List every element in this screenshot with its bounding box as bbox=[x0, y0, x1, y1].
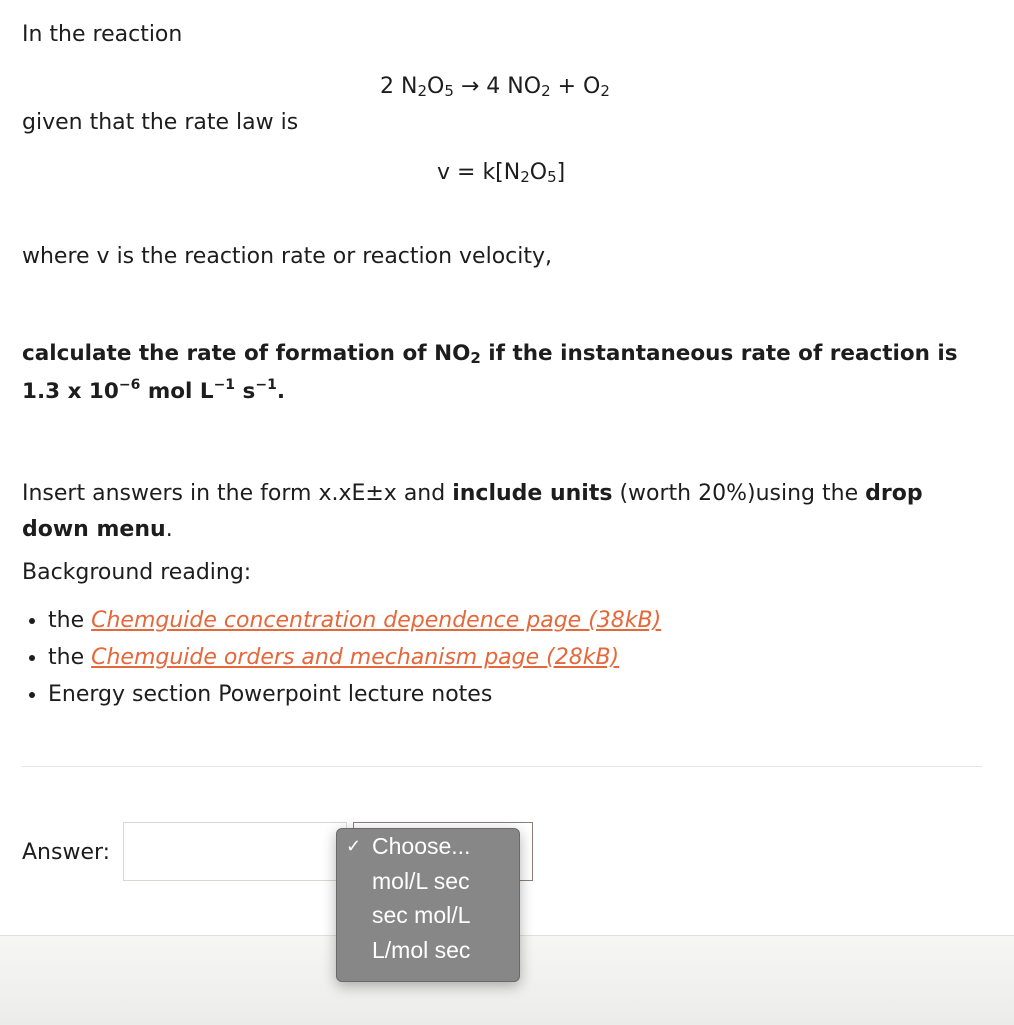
checkmark-icon: ✓ bbox=[346, 836, 362, 856]
reading-item: • the Chemguide concentration dependence page (38kB) bbox=[48, 602, 661, 639]
option-l-mol-sec[interactable]: L/mol sec bbox=[372, 936, 471, 963]
reaction-equation: 2 $N_2O_5 \to 4$ $NO_2 + O_2$ bbox=[380, 74, 610, 100]
instructions: Insert answers in the form x.xE±x and include units (worth 20%)using the drop down menu. bbox=[22, 481, 923, 542]
rate-law: $v = k[N_2O_5]$ bbox=[437, 160, 566, 186]
chemguide-concentration-link[interactable]: Chemguide concentration dependence page (38kB) bbox=[91, 608, 662, 633]
question-line2: 1.3 x $10^{-6}$ mol $L^{-1}$ $s^{-1}$. bbox=[22, 377, 285, 404]
option-choose[interactable]: ✓ Choose... bbox=[337, 829, 519, 864]
reading-item: • the Chemguide orders and mechanism page (28kB) bbox=[48, 639, 661, 676]
intro-text: In the reaction bbox=[22, 22, 183, 47]
answer-input[interactable] bbox=[123, 822, 347, 881]
option-mol-l-sec[interactable]: mol/L sec bbox=[372, 867, 470, 894]
reading-item: • Energy section Powerpoint lecture notes bbox=[48, 676, 661, 713]
option-sec-mol-l[interactable]: sec mol/L bbox=[372, 902, 471, 928]
where-text: where v is the reaction rate or reaction velocity, bbox=[22, 244, 553, 269]
reading-list bbox=[22, 602, 661, 713]
divider bbox=[22, 766, 982, 767]
given-text: given that the rate law is bbox=[22, 110, 299, 135]
units-dropdown-menu bbox=[336, 828, 520, 982]
question-line1: calculate the rate of formation of $NO_2$ if the instantaneous rate of reaction is bbox=[22, 341, 958, 367]
answer-label: Answer: bbox=[22, 840, 111, 865]
chemguide-orders-link[interactable]: Chemguide orders and mechanism page (28kB) bbox=[91, 645, 620, 670]
background-label: Background reading: bbox=[22, 560, 252, 585]
